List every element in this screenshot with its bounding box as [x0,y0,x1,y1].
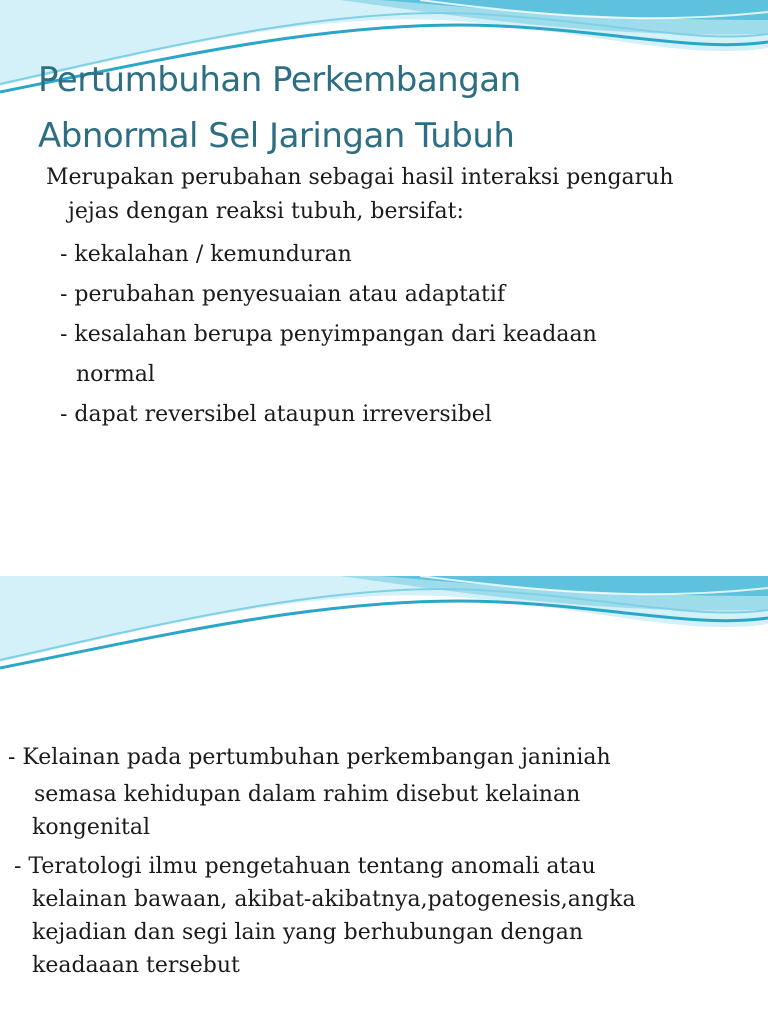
paragraph-1-line-1: - Kelainan pada pertumbuhan perkembangan janiniah [8,745,611,770]
intro-line-2: jejas dengan reaksi tubuh, bersifat: [68,199,464,224]
paragraph-1-line-3: kongenital [32,815,151,840]
paragraph-1-line-2: semasa kehidupan dalam rahim disebut kelainan [34,782,581,807]
bullet-item: - dapat reversibel ataupun irreversibel [60,402,492,427]
slide-1-body [46,161,746,435]
paragraph-2-line-3: kejadian dan segi lain yang berhubungan dengan [32,920,583,945]
slide-2-body [8,741,748,982]
slide-2 [0,576,768,1024]
decorative-wave-header [0,576,768,676]
paragraph-2-line-2: kelainan bawaan, akibat-akibatnya,patogenesis,angka [32,887,636,912]
title-line-1: Pertumbuhan Perkembangan [38,60,521,100]
paragraph-2-line-1: - Teratologi ilmu pengetahuan tentang anomali atau [14,854,596,879]
bullet-item: - kesalahan berupa penyimpangan dari keadaan [60,322,597,347]
intro-line-1: Merupakan perubahan sebagai hasil interaksi pengaruh [46,165,674,190]
bullet-item: - perubahan penyesuaian atau adaptatif [60,282,506,307]
title-line-2: Abnormal Sel Jaringan Tubuh [38,116,515,156]
slide-title [38,52,738,164]
bullet-continuation: normal [76,362,155,387]
paragraph-2-line-4: keadaaan tersebut [32,953,240,978]
bullet-item: - kekalahan / kemunduran [60,242,352,267]
